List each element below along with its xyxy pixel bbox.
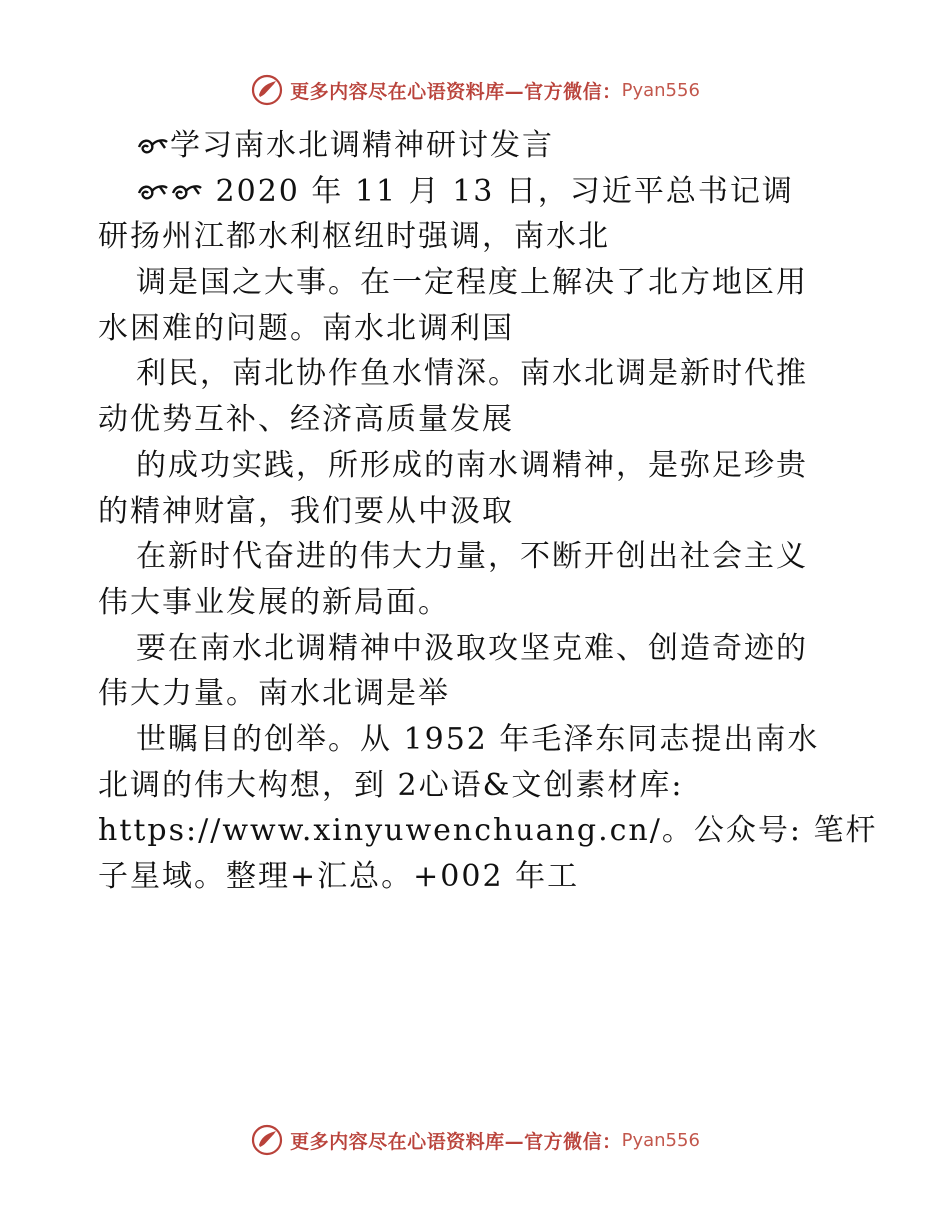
document-title <box>98 123 858 169</box>
title-text: 学习南水北调精神研讨发言 <box>170 128 554 163</box>
paragraph-line: 子星域。整理+汇总。+002 年工 <box>98 859 580 894</box>
paragraph-line: 伟大事业发展的新局面。 <box>98 584 450 620</box>
paragraph-line: 利民，南北协作鱼水情深。南水北调是新时代推 <box>136 356 808 392</box>
paragraph-line: 的成功实践，所形成的南水调精神，是弥足珍贵 <box>136 447 808 483</box>
ornament-icon <box>170 181 204 203</box>
paragraph-line: 研扬州江都水利枢纽时强调，南水北 <box>98 219 610 255</box>
paragraph-line: 水困难的问题。南水北调利国 <box>98 310 514 346</box>
line-text: 2020 年 11 月 13 日，习近平总书记调 <box>215 173 794 209</box>
banner-text: 更多内容尽在心语资料库—官方微信： <box>290 80 622 103</box>
banner-wechat-id: Pyan556 <box>621 79 700 101</box>
header-watermark-banner <box>0 70 950 110</box>
logo-icon <box>250 1123 284 1157</box>
paragraph-line: 的精神财富，我们要从中汲取 <box>98 493 514 529</box>
banner-wechat-id: Pyan556 <box>621 1129 700 1151</box>
footer-watermark-banner <box>0 1120 950 1160</box>
paragraph-line: 在新时代奋进的伟大力量，不断开创出社会主义 <box>136 539 808 575</box>
paragraph-line: 动优势互补、经济高质量发展 <box>98 402 514 438</box>
paragraph-line: https://www.xinyuwenchuang.cn/。公众号: 笔杆 <box>98 813 878 849</box>
paragraph-line: 北调的伟大构想，到 2心语&文创素材库: <box>98 767 684 803</box>
banner-text: 更多内容尽在心语资料库—官方微信： <box>290 1130 622 1153</box>
ornament-icon <box>136 135 170 157</box>
paragraph-line <box>98 169 858 215</box>
document-body <box>98 123 878 900</box>
paragraph-line: 调是国之大事。在一定程度上解决了北方地区用 <box>136 265 808 301</box>
paragraph-line: 要在南水北调精神中汲取攻坚克难、创造奇迹的 <box>136 630 808 666</box>
paragraph-line: 伟大力量。南水北调是举 <box>98 676 450 712</box>
logo-icon <box>250 73 284 107</box>
ornament-icon <box>136 181 170 203</box>
paragraph-line: 世瞩目的创举。从 1952 年毛泽东同志提出南水 <box>136 721 820 757</box>
